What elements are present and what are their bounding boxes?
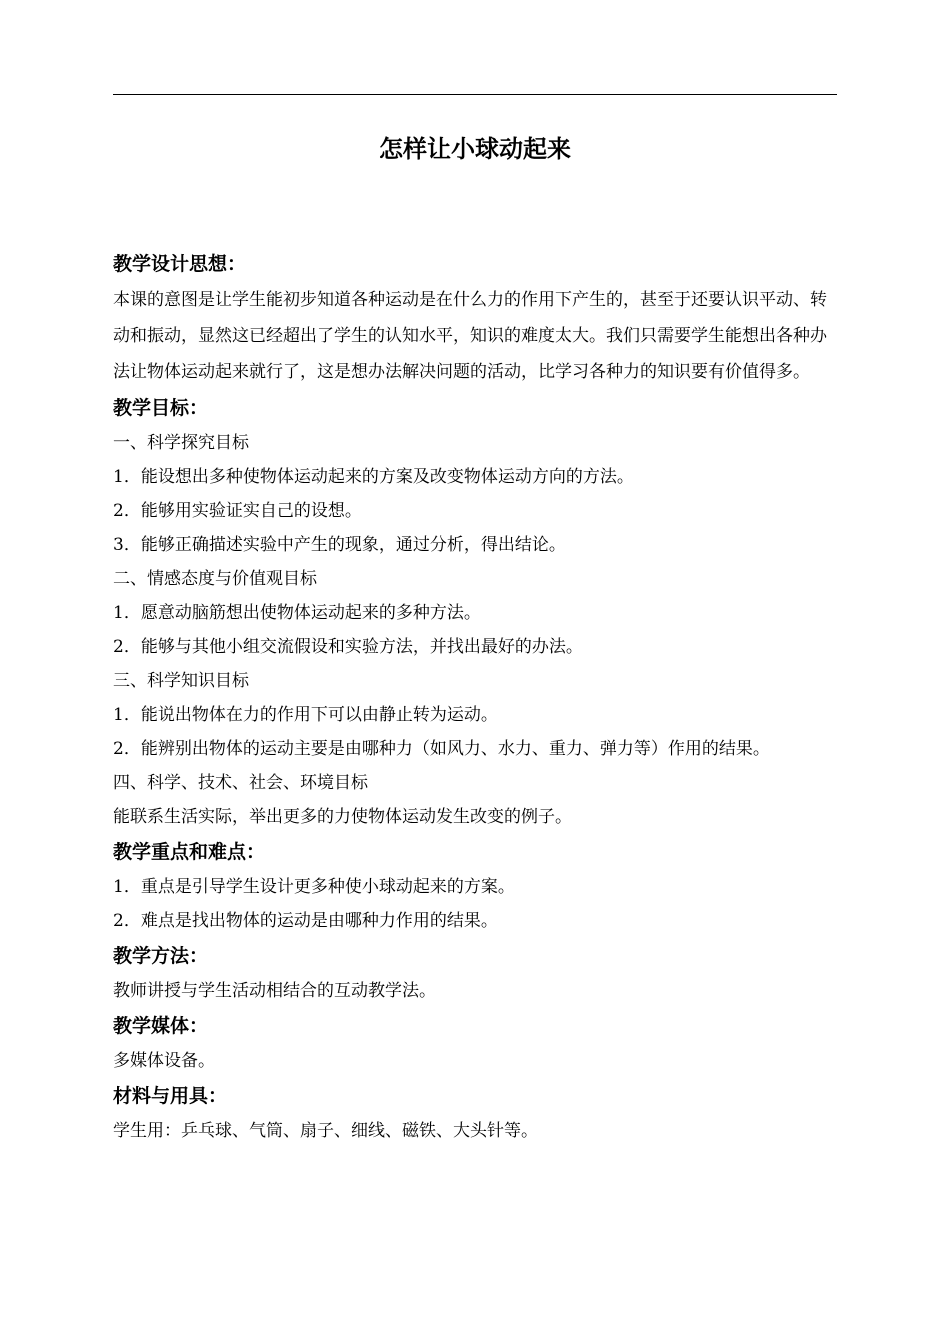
- goals-subheading-4: 四、科学、技术、社会、环境目标: [113, 773, 368, 793]
- goals-subheading-1: 一、科学探究目标: [113, 433, 249, 453]
- section-heading-design: 教学设计思想：: [113, 253, 247, 275]
- header-rule: [113, 94, 837, 95]
- media-text: 多媒体设备。: [113, 1051, 215, 1071]
- goals-item: 3．能够正确描述实验中产生的现象，通过分析，得出结论。: [113, 535, 566, 555]
- goals-item: 1．能设想出多种使物体运动起来的方案及改变物体运动方向的方法。: [113, 467, 634, 487]
- section-heading-materials: 材料与用具：: [113, 1085, 228, 1107]
- page-title: 怎样让小球动起来: [379, 135, 571, 163]
- goals-item: 2．能辨别出物体的运动主要是由哪种力（如风力、水力、重力、弹力等）作用的结果。: [113, 739, 770, 759]
- goals-subheading-3: 三、科学知识目标: [113, 671, 249, 691]
- design-paragraph: 本课的意图是让学生能初步知道各种运动是在什么力的作用下产生的，甚至于还要认识平动、转动和振动，显然这已经超出了学生的认知水平，知识的难度太大。我们只需要学生能想出各种办法让物体运动起来就行了，这是想办法解决问题的活动，比学习各种力的知识要有价值得多。: [113, 290, 827, 382]
- section-heading-media: 教学媒体：: [113, 1015, 209, 1037]
- goals-subheading-2: 二、情感态度与价值观目标: [113, 569, 317, 589]
- section-heading-goals: 教学目标：: [113, 397, 209, 419]
- materials-text: 学生用：乒乓球、气筒、扇子、细线、磁铁、大头针等。: [113, 1121, 538, 1141]
- goals-item: 1．能说出物体在力的作用下可以由静止转为运动。: [113, 705, 498, 725]
- key-points-item: 1．重点是引导学生设计更多种使小球动起来的方案。: [113, 877, 515, 897]
- goals-item: 1．愿意动脑筋想出使物体运动起来的多种方法。: [113, 603, 481, 623]
- key-points-item: 2．难点是找出物体的运动是由哪种力作用的结果。: [113, 911, 498, 931]
- goals-item: 2．能够用实验证实自己的设想。: [113, 501, 362, 521]
- section-heading-method: 教学方法：: [113, 945, 209, 967]
- goals-item: 2．能够与其他小组交流假设和实验方法，并找出最好的办法。: [113, 637, 583, 657]
- section-heading-key-points: 教学重点和难点：: [113, 841, 266, 863]
- method-text: 教师讲授与学生活动相结合的互动教学法。: [113, 981, 436, 1001]
- document-body: [113, 246, 843, 1148]
- goals-item: 能联系生活实际，举出更多的力使物体运动发生改变的例子。: [113, 807, 572, 827]
